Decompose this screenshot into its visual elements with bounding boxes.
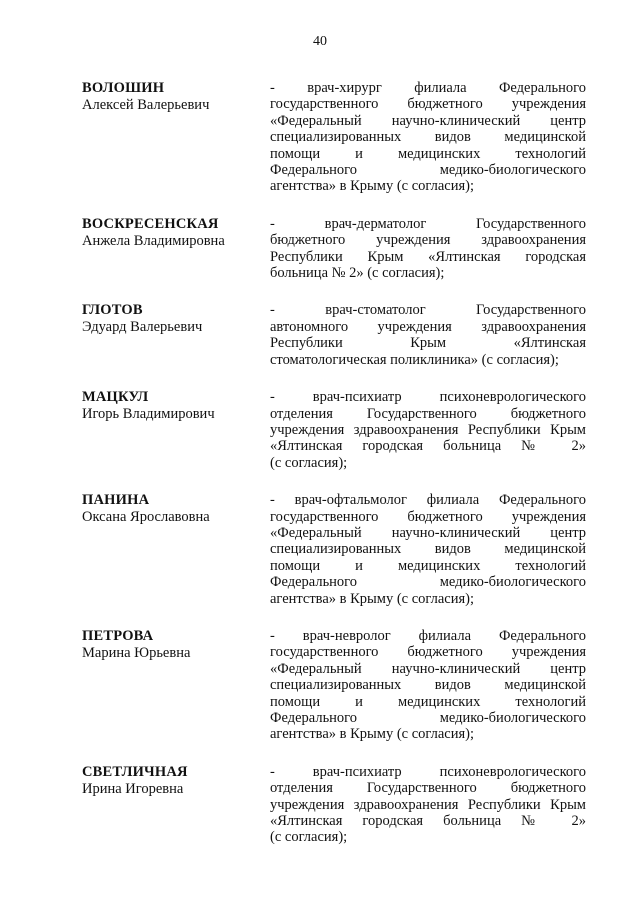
entry	[82, 764, 586, 846]
position-description	[270, 492, 586, 607]
description-line: Федерального медико-биологического	[270, 162, 586, 179]
description-line: помощи и медицинских технологий	[270, 557, 586, 574]
description-line: - врач-офтальмолог филиала Федерального	[270, 492, 586, 509]
description-line: государственного бюджетного учреждения	[270, 508, 586, 525]
position-description	[270, 80, 586, 195]
position-description	[270, 764, 586, 846]
description-line: Федерального медико-биологического	[270, 710, 586, 726]
description-line: Республики Крым «Ялтинская	[270, 335, 586, 352]
description-line: агентства» в Крыму (с согласия);	[270, 178, 475, 195]
description-line: государственного бюджетного учреждения	[270, 96, 586, 113]
description-line: отделения Государственного бюджетного	[270, 405, 586, 422]
description-line: (с согласия);	[270, 454, 348, 471]
description-line: помощи и медицинских технологий	[270, 145, 586, 162]
description-line: - врач-психиатр психоневрологического	[270, 389, 586, 406]
entry	[82, 302, 586, 368]
given-name: Оксана Ярославовна	[82, 509, 210, 526]
description-line: агентства» в Крыму (с согласия);	[270, 726, 475, 743]
description-line: специализированных видов медицинской	[270, 129, 586, 146]
position-description	[270, 302, 586, 368]
entry	[82, 80, 586, 195]
given-name: Ирина Игоревна	[82, 780, 184, 797]
description-line: «Федеральный научно-клинический центр	[270, 112, 586, 129]
description-line: - врач-невролог филиала Федерального	[270, 627, 586, 644]
person-name	[82, 216, 270, 250]
description-line: «Федеральный научно-клинический центр	[270, 524, 586, 541]
given-name: Анжела Владимировна	[82, 232, 225, 249]
description-line: учреждения здравоохранения Республики Крым	[270, 421, 586, 438]
description-line: стоматологическая поликлиника» (с согласия);	[270, 351, 559, 368]
surname: ВОЛОШИН	[82, 80, 165, 96]
page-number: 40	[313, 34, 327, 49]
description-line: больница № 2» (с согласия);	[270, 265, 445, 282]
position-description	[270, 389, 586, 471]
entry	[82, 492, 586, 607]
description-line: - врач-хирург филиала Федерального	[270, 80, 586, 96]
description-line: - врач-стоматолог Государственного	[270, 302, 586, 319]
description-line: «Федеральный научно-клинический центр	[270, 660, 586, 677]
description-line: автономного учреждения здравоохранения	[270, 318, 586, 335]
description-line: «Ялтинская городская больница № 2»	[270, 813, 586, 830]
surname: СВЕТЛИЧНАЯ	[82, 763, 188, 780]
given-name: Марина Юрьевна	[82, 644, 191, 661]
surname: ВОСКРЕСЕНСКАЯ	[82, 215, 219, 232]
description-line: помощи и медицинских технологий	[270, 693, 586, 710]
description-line: специализированных видов медицинской	[270, 541, 586, 558]
person-name	[82, 628, 270, 662]
description-line: Федерального медико-биологического	[270, 574, 586, 591]
description-line: «Ялтинская городская больница № 2»	[270, 438, 586, 455]
surname: ГЛОТОВ	[82, 302, 143, 319]
surname: ПАНИНА	[82, 492, 150, 509]
description-line: специализированных видов медицинской	[270, 677, 586, 694]
entry	[82, 216, 586, 282]
entry-list	[82, 80, 586, 867]
description-line: - врач-психиатр психоневрологического	[270, 763, 586, 780]
description-line: агентства» в Крыму (с согласия);	[270, 590, 475, 607]
description-line: Республики Крым «Ялтинская городская	[270, 248, 586, 265]
person-name	[82, 302, 270, 336]
description-line: учреждения здравоохранения Республики Крым	[270, 796, 586, 813]
description-line: бюджетного учреждения здравоохранения	[270, 232, 586, 249]
description-line: государственного бюджетного учреждения	[270, 644, 586, 661]
person-name	[82, 492, 270, 526]
description-line: отделения Государственного бюджетного	[270, 780, 586, 797]
entry	[82, 628, 586, 743]
person-name	[82, 764, 270, 798]
position-description	[270, 628, 586, 743]
given-name: Алексей Валерьевич	[82, 97, 210, 113]
description-line: - врач-дерматолог Государственного	[270, 215, 586, 232]
description-line: (с согласия);	[270, 829, 348, 846]
surname: ПЕТРОВА	[82, 627, 154, 644]
position-description	[270, 216, 586, 282]
surname: МАЦКУЛ	[82, 389, 149, 406]
person-name	[82, 389, 270, 423]
given-name: Эдуард Валерьевич	[82, 319, 203, 336]
person-name	[82, 80, 270, 114]
given-name: Игорь Владимирович	[82, 406, 215, 423]
entry	[82, 389, 586, 471]
